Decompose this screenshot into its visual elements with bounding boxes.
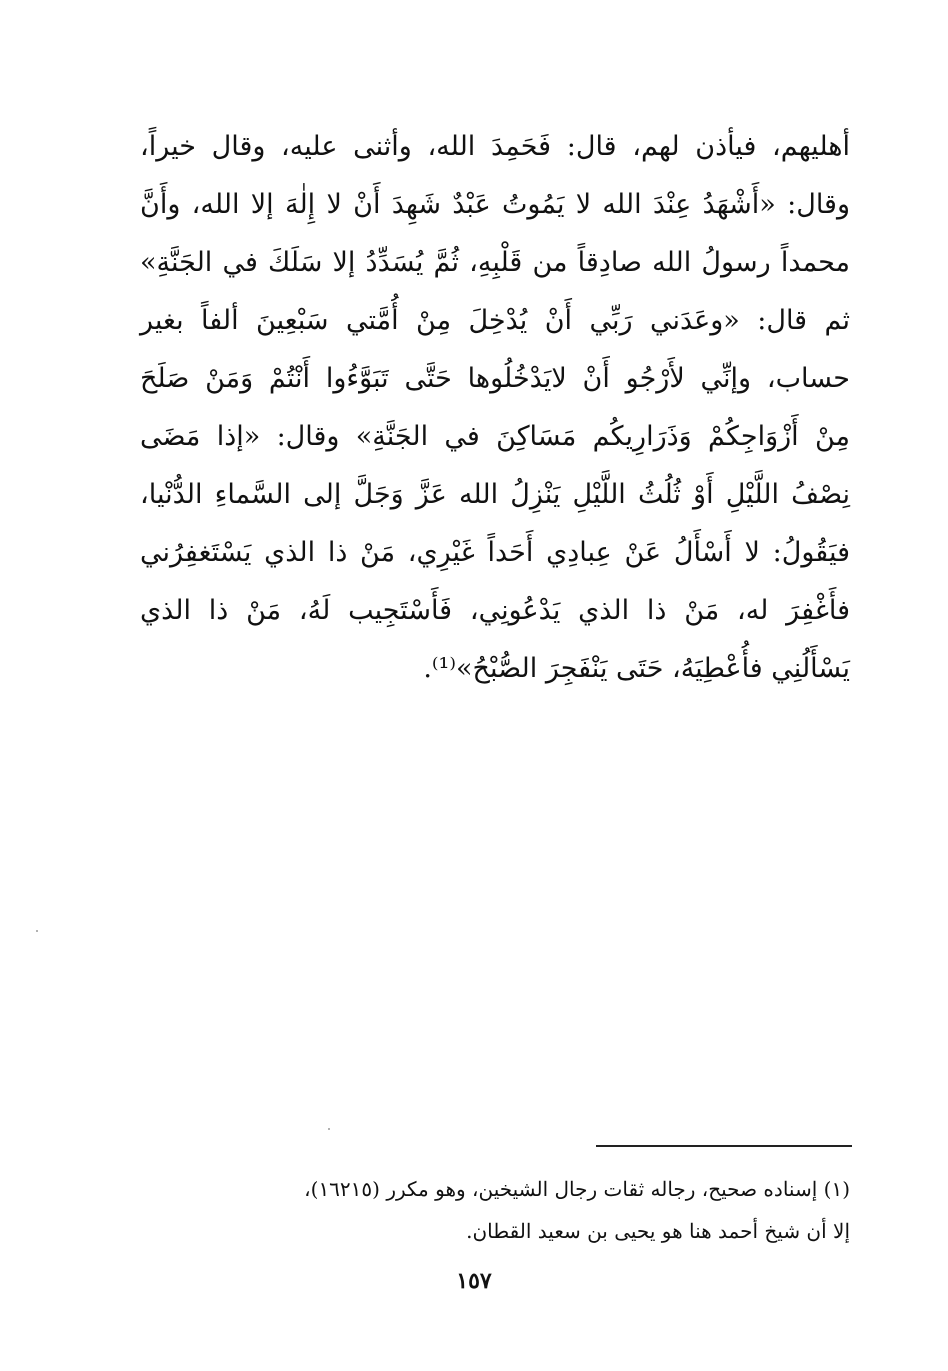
scan-speck (36, 930, 38, 932)
page-number: ١٥٧ (456, 1268, 492, 1294)
text-line: فيَقُولُ: لا أَسْأَلُ عَنْ عِبادِي أَحَداً غَيْرِي، مَنْ ذا الذي يَسْتَغفِرُني (140, 537, 850, 568)
scan-speck (328, 1128, 330, 1130)
text-line: مِنْ أَزْوَاجِكُمْ وَذَرَارِيكُم مَسَاكِنَ في الجَنَّةِ» وقال: «إذا مَضَى (140, 421, 850, 452)
text-line: محمداً رسولُ الله صادِقاً من قَلْبِهِ، ثُمَّ يُسَدِّدُ إلا سَلَكَ في الجَنَّةِ» (140, 247, 850, 278)
text-line: حساب، وإنِّي لأَرْجُو أَنْ لايَدْخُلُوها حَتَّى تَبَوَّءُوا أَنْتُمْ وَمَنْ صَلَحَ (140, 363, 850, 394)
text-line: يَسْأَلُنِي فأُعْطِيَهُ، حَتَى يَنْفَجِرَ الصُّبْحُ»⁽¹⁾. (423, 653, 850, 684)
footnote-line: (١) إسناده صحيح، رجاله ثقات رجال الشيخين، وهو مكرر (١٦٢١٥)، (304, 1177, 850, 1201)
main-text (140, 118, 850, 698)
text-line: وقال: «أَشْهَدُ عِنْدَ الله لا يَمُوتُ عَبْدٌ شَهِدَ أَنْ لا إِلٰهَ إلا الله، وأَنَّ (140, 189, 850, 220)
footnotes (140, 1168, 850, 1252)
text-line: فأَغْفِرَ له، مَنْ ذا الذي يَدْعُونِي، فَأَسْتَجِيب لَهُ، مَنْ ذا الذي (140, 595, 850, 626)
text-line: ثم قال: «وعَدَني رَبِّي أَنْ يُدْخِلَ مِنْ أُمَّتي سَبْعِينَ ألفاً بغير (140, 305, 850, 336)
footnote-line: إلا أن شيخ أحمد هنا هو يحيى بن سعيد القطان. (466, 1219, 850, 1243)
text-line: أهليهم، فيأذن لهم، قال: فَحَمِدَ الله، وأثنى عليه، وقال خيراً، (140, 131, 850, 162)
text-line: نِصْفُ اللَّيْلِ أَوْ ثُلُثُ اللَّيْلِ يَنْزِلُ الله عَزَّ وَجَلَّ إلى السَّماءِ الدُّنْيا، (140, 479, 850, 510)
footnote-divider (596, 1145, 852, 1147)
